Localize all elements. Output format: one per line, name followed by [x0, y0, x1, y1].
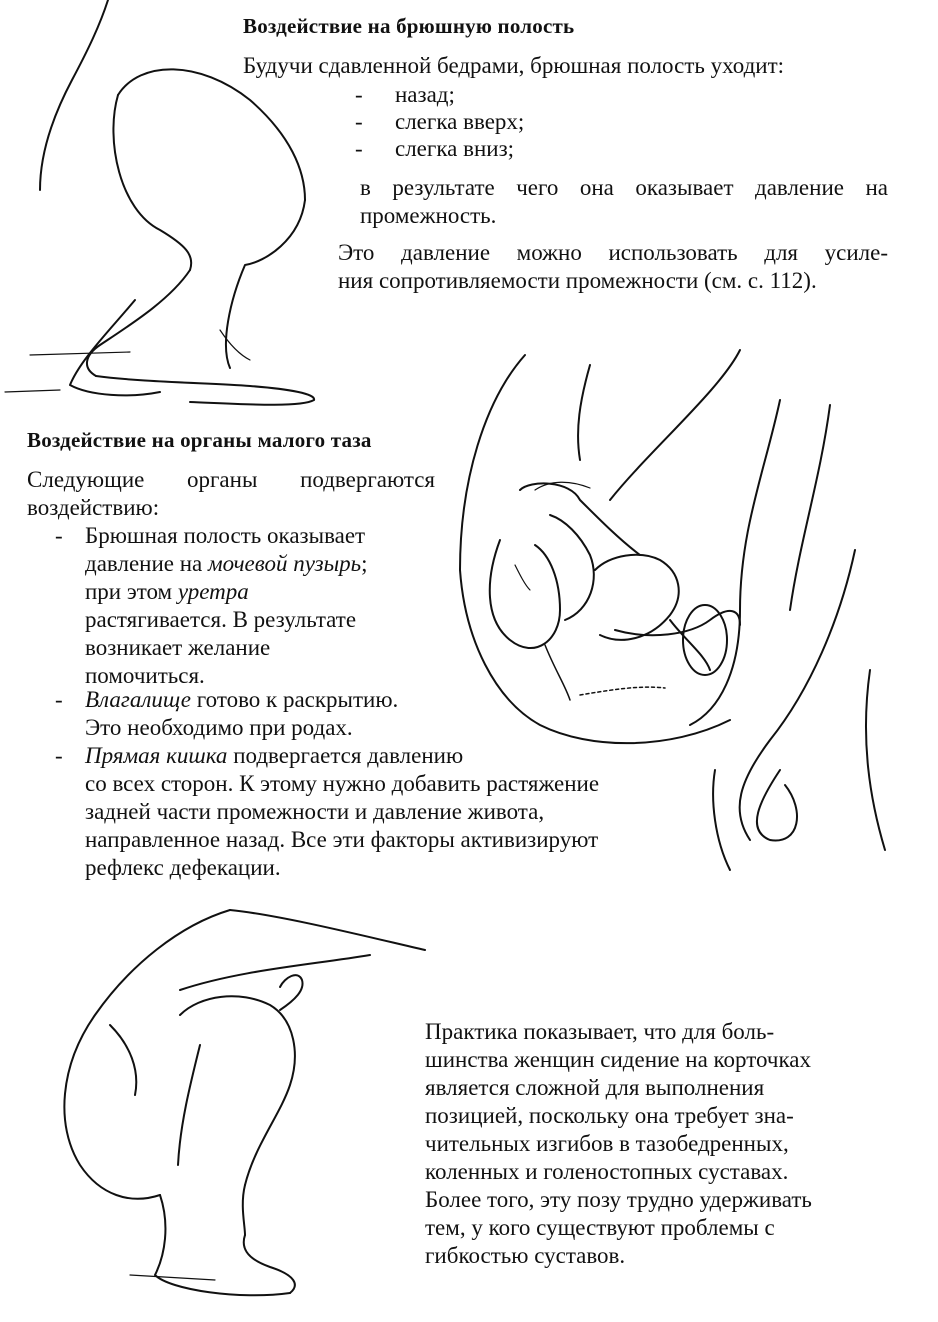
list-dash: - [55, 523, 63, 548]
text-line: возникает желание [85, 635, 271, 660]
text-line: рефлекс дефекации. [85, 855, 281, 880]
list-item-bladder [55, 522, 368, 690]
text-line: со всех сторон. К этому нужно добавить растяжение [85, 771, 600, 796]
text-line: коленных и голеностопных суставах. [425, 1159, 789, 1184]
text-line: Следующие органы подвергаются [27, 467, 435, 492]
list-dash: - [55, 687, 63, 712]
text-line [85, 578, 368, 606]
text-line: промежность. [360, 203, 497, 228]
term-vagina: Влагалище [85, 687, 192, 712]
term-rectum: Прямая кишка [85, 743, 228, 768]
text-line: ния сопротивляемости промежности (см. с. 112). [338, 268, 817, 293]
text-line: задней части промежности и давление живота, [85, 799, 545, 824]
section-abdomen-note [338, 239, 888, 295]
text-line: в результате чего она оказывает давление на [360, 175, 888, 200]
text-line: Это давление можно использовать для усиле- [338, 240, 888, 265]
section-practice-paragraph [425, 1018, 812, 1270]
text-line [85, 686, 398, 714]
list-dash: - [55, 743, 63, 768]
text-line: Более того, эту позу трудно удерживать [425, 1187, 812, 1212]
text-line: Это необходимо при родах. [85, 715, 353, 740]
text-line: является сложной для выполнения [425, 1075, 765, 1100]
list-item-rectum [55, 742, 599, 882]
text-line: воздействию: [27, 495, 160, 520]
term-urethra: уретра [177, 579, 249, 604]
list-item [355, 135, 514, 163]
list-dash: - [355, 82, 363, 107]
list-item [355, 108, 524, 136]
section-abdomen-intro: Будучи сдавленной бедрами, брюшная полость уходит: [243, 53, 785, 78]
text-fragment: ; [361, 551, 368, 576]
list-dash: - [355, 136, 363, 161]
text-line: позицией, поскольку она требует зна- [425, 1103, 794, 1128]
text-line: шинства женщин сидение на корточках [425, 1047, 812, 1072]
text-line: растягивается. В результате [85, 607, 357, 632]
text-line: помочиться. [85, 663, 205, 688]
section-pelvic-intro [27, 466, 435, 522]
text-line: Брюшная полость оказывает [85, 523, 366, 548]
text-fragment: подвергается давлению [227, 743, 464, 768]
section-abdomen-heading: Воздействие на брюшную полость [243, 14, 575, 38]
text-line: чительных изгибов в тазобедренных, [425, 1131, 789, 1156]
crouching-woman-illustration [40, 895, 420, 1305]
text-line: тем, у кого существуют проблемы с [425, 1215, 775, 1240]
text-fragment: готово к раскрытию. [191, 687, 399, 712]
text-line [85, 550, 368, 578]
term-bladder: мочевой пузырь [208, 551, 362, 576]
text-line: гибкостью суставов. [425, 1243, 626, 1268]
list-item-vagina [55, 686, 398, 742]
list-item-text: назад; [395, 82, 455, 107]
list-dash: - [355, 109, 363, 134]
list-item-text: слегка вверх; [395, 109, 525, 134]
text-line: направленное назад. Все эти факторы активизируют [85, 827, 599, 852]
text-fragment: при этом [85, 579, 178, 604]
section-abdomen-result [360, 174, 888, 230]
text-line: Практика показывает, что для боль- [425, 1019, 775, 1044]
list-item-text: слегка вниз; [395, 136, 515, 161]
text-line [85, 742, 599, 770]
list-item [355, 81, 455, 109]
section-pelvic-heading: Воздействие на органы малого таза [27, 428, 372, 452]
text-fragment: давление на [85, 551, 208, 576]
